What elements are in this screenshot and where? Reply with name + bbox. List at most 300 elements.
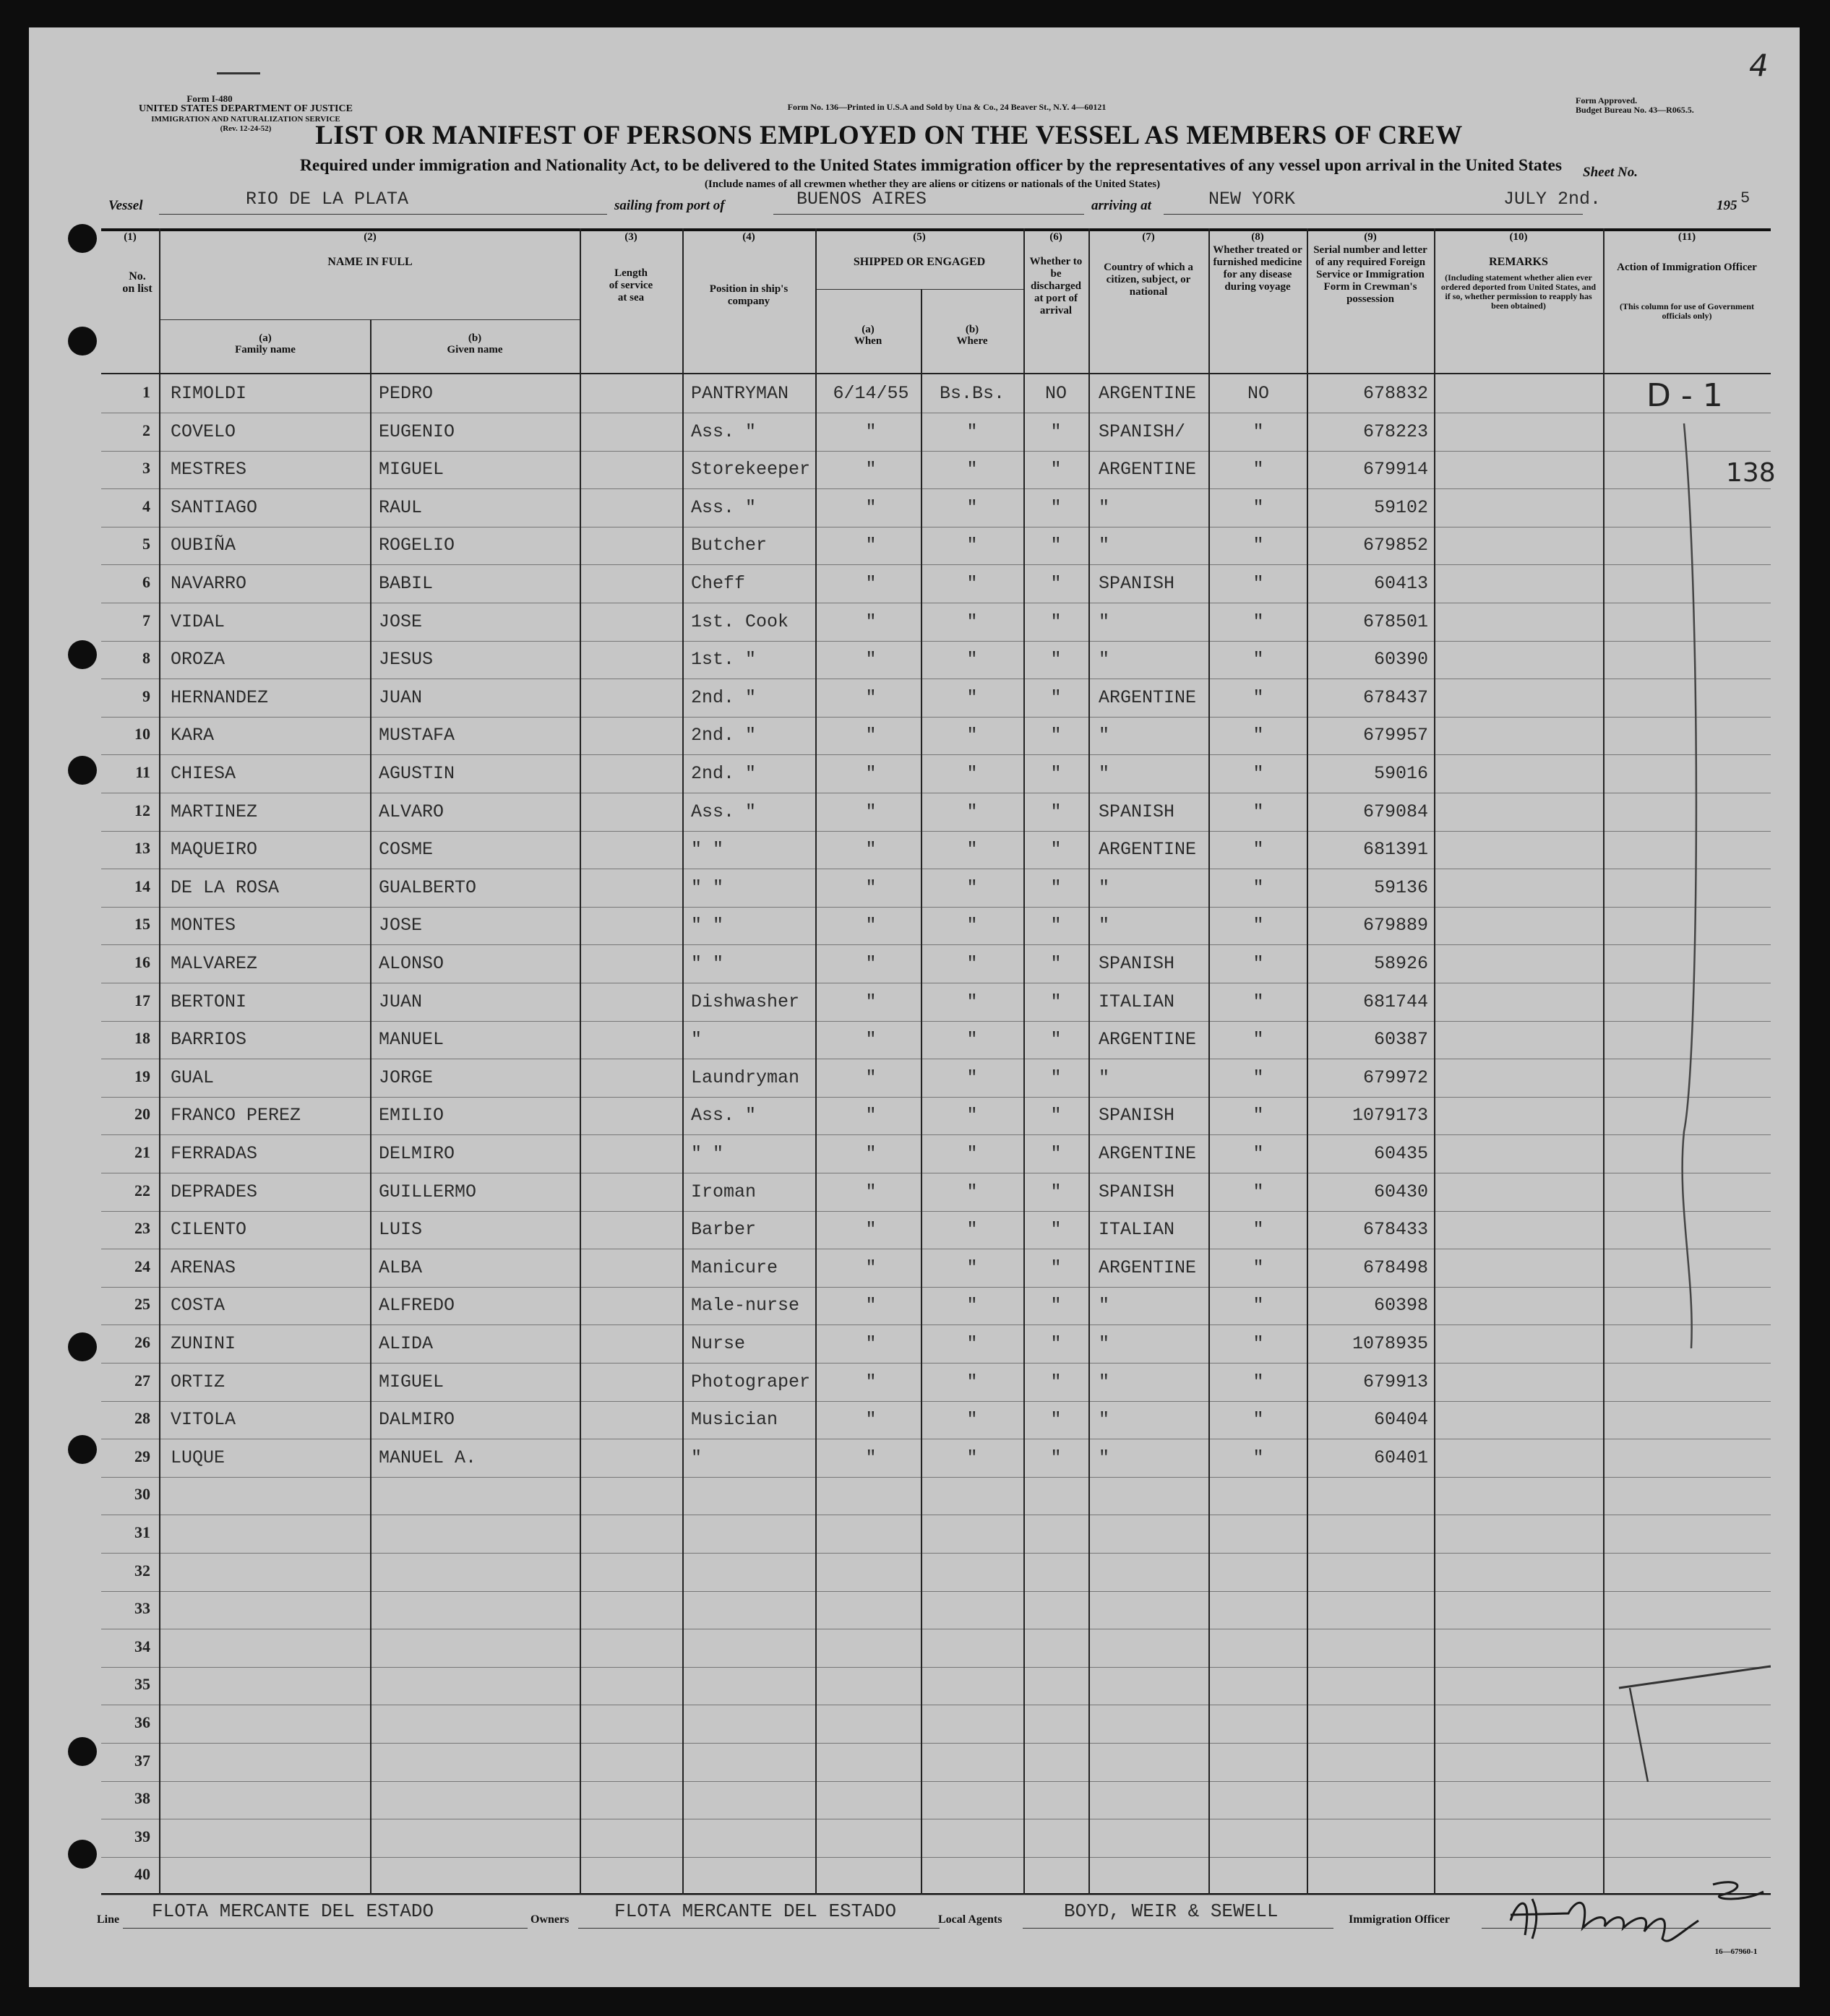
row-number: 25 xyxy=(134,1295,150,1314)
cell-position: " " xyxy=(691,876,724,898)
table-row xyxy=(101,870,1771,908)
cell-discharged: " xyxy=(1050,763,1062,784)
shipped-subrule xyxy=(815,289,1023,290)
table-row xyxy=(101,1098,1771,1136)
cell-position: 1st. " xyxy=(691,649,757,671)
cell-position: 2nd. " xyxy=(691,763,757,784)
col-divider xyxy=(1023,228,1025,1895)
col10-number: (10) xyxy=(1509,231,1528,243)
cell-given: MIGUEL xyxy=(379,1371,444,1392)
officer-label: Immigration Officer xyxy=(1349,1913,1450,1926)
cell-family: MALVAREZ xyxy=(171,953,258,974)
punch-hole xyxy=(68,1435,97,1464)
cell-when: " xyxy=(865,611,877,632)
cell-where: " xyxy=(966,1333,978,1354)
cell-serial: 679913 xyxy=(1362,1371,1428,1392)
row-number: 28 xyxy=(134,1409,150,1428)
arrival-port: NEW YORK xyxy=(1208,189,1296,210)
table-row xyxy=(101,642,1771,680)
punch-hole xyxy=(68,1840,97,1869)
table-row xyxy=(101,756,1771,794)
cell-serial: 60435 xyxy=(1373,1143,1428,1164)
cell-family: BARRIOS xyxy=(171,1029,247,1051)
cell-given: JUAN xyxy=(379,686,423,708)
col9-header: Serial number and letter of any required Foreign Service or Immigration Form in Crewman's possession xyxy=(1313,244,1427,305)
cell-family: SANTIAGO xyxy=(171,496,258,518)
col3-number: (3) xyxy=(624,231,637,243)
cell-where: " xyxy=(966,1409,978,1431)
row-number: 26 xyxy=(134,1333,150,1351)
col-divider xyxy=(1208,228,1210,1895)
cell-country: SPANISH xyxy=(1099,1181,1175,1202)
row-number: 15 xyxy=(134,915,150,934)
table-row xyxy=(101,1212,1771,1250)
cell-position: " " xyxy=(691,915,724,936)
cell-country: " xyxy=(1099,876,1110,898)
col-divider xyxy=(159,228,160,1895)
cell-country: ARGENTINE xyxy=(1099,1029,1197,1051)
cell-where: " xyxy=(966,459,978,481)
cell-when: " xyxy=(865,421,877,442)
cell-medicine: " xyxy=(1253,876,1264,898)
cell-position: Ass. " xyxy=(691,1105,757,1127)
cell-medicine: " xyxy=(1253,1447,1264,1468)
cell-where: " xyxy=(966,1029,978,1051)
cell-country: SPANISH xyxy=(1099,573,1175,594)
cell-where: " xyxy=(966,1143,978,1164)
cell-discharged: " xyxy=(1050,535,1062,556)
table-row xyxy=(101,1060,1771,1098)
table-row xyxy=(101,1706,1771,1744)
table-row xyxy=(101,1554,1771,1593)
cell-given: DELMIRO xyxy=(379,1143,455,1164)
cell-discharged: NO xyxy=(1044,383,1067,404)
cell-position: Dishwasher xyxy=(691,991,800,1012)
col7-header: Country of which a citizen, subject, or national xyxy=(1104,262,1193,298)
cell-position: 2nd. " xyxy=(691,725,757,746)
row-number: 10 xyxy=(134,725,150,744)
line-value: FLOTA MERCANTE DEL ESTADO xyxy=(152,1900,434,1922)
cell-serial: 58926 xyxy=(1373,953,1428,974)
cell-given: ALVARO xyxy=(379,801,444,822)
row-number: 35 xyxy=(134,1675,150,1694)
page-subtitle: Required under immigration and Nationality Act, to be delivered to the United States immigration officer by the representatives of any vessel upon arrival in the United States xyxy=(299,156,1563,175)
punch-hole xyxy=(68,1737,97,1766)
cell-serial: 679914 xyxy=(1362,459,1428,481)
cell-serial: 679957 xyxy=(1362,725,1428,746)
port-name: BUENOS AIRES xyxy=(796,189,927,210)
col2b-header: Given name xyxy=(447,344,503,356)
cell-discharged: " xyxy=(1050,1219,1062,1241)
cell-serial: 681391 xyxy=(1362,839,1428,861)
cell-medicine: " xyxy=(1253,953,1264,974)
cell-when: " xyxy=(865,1371,877,1392)
crew-note: (Include names of all crewmen whether they are aliens or citizens or nationals of the United States) xyxy=(704,178,1161,190)
cell-position: Manicure xyxy=(691,1257,778,1278)
cell-medicine: " xyxy=(1253,1029,1264,1051)
col5a-header: When xyxy=(854,335,882,347)
col4-header: Position in ship's company xyxy=(709,283,789,307)
cell-when: " xyxy=(865,1219,877,1241)
manifest-sheet xyxy=(29,27,1800,1987)
cell-medicine: " xyxy=(1253,1067,1264,1088)
cell-medicine: " xyxy=(1253,611,1264,632)
cell-when: " xyxy=(865,1295,877,1317)
col1-number: (1) xyxy=(124,231,137,243)
cell-given: MANUEL xyxy=(379,1029,444,1051)
row-number: 7 xyxy=(142,611,150,629)
service: IMMIGRATION AND NATURALIZATION SERVICE xyxy=(151,115,340,124)
col8-header: Whether treated or furnished medicine for any disease during voyage xyxy=(1213,244,1302,293)
cell-family: DEPRADES xyxy=(171,1181,258,1202)
col11-header: Action of Immigration Officer xyxy=(1617,262,1757,273)
cell-country: " xyxy=(1099,915,1110,936)
cell-family: ZUNINI xyxy=(171,1333,236,1354)
cell-serial: 60401 xyxy=(1373,1447,1428,1468)
cell-when: " xyxy=(865,1143,877,1164)
col-divider xyxy=(921,289,922,1895)
cell-country: ARGENTINE xyxy=(1099,686,1197,708)
cell-when: " xyxy=(865,991,877,1012)
punch-hole xyxy=(68,756,97,785)
cell-position: " xyxy=(691,1447,703,1468)
table-row xyxy=(101,527,1771,566)
cell-discharged: " xyxy=(1050,611,1062,632)
cell-given: LUIS xyxy=(379,1219,423,1241)
cell-discharged: " xyxy=(1050,953,1062,974)
cell-given: ROGELIO xyxy=(379,535,455,556)
cell-serial: 60387 xyxy=(1373,1029,1428,1051)
cell-where: " xyxy=(966,1295,978,1317)
cell-where: " xyxy=(966,1219,978,1241)
vessel-label: Vessel xyxy=(108,198,143,213)
cell-country: " xyxy=(1099,1447,1110,1468)
table-row xyxy=(101,908,1771,946)
cell-where: " xyxy=(966,686,978,708)
row-number: 29 xyxy=(134,1447,150,1465)
cell-serial: 59102 xyxy=(1373,496,1428,518)
cell-when: " xyxy=(865,915,877,936)
cell-discharged: " xyxy=(1050,876,1062,898)
rule xyxy=(123,1928,528,1929)
table-row xyxy=(101,1250,1771,1288)
cell-where: " xyxy=(966,953,978,974)
cell-family: NAVARRO xyxy=(171,573,247,594)
table-row xyxy=(101,1592,1771,1630)
col6-header: Whether to be discharged at port of arrival xyxy=(1029,256,1083,316)
officer-mark-row3: 138 xyxy=(1726,458,1776,488)
col10-note: (Including statement whether alien ever ordered deported from United States, and if so, whether permission to reapply has been obtained) xyxy=(1440,272,1597,311)
cell-when: " xyxy=(865,953,877,974)
cell-country: " xyxy=(1099,1371,1110,1392)
cell-when: " xyxy=(865,573,877,594)
table-row xyxy=(101,680,1771,718)
cell-country: " xyxy=(1099,1333,1110,1354)
col11-number: (11) xyxy=(1678,231,1696,243)
cell-position: Male-nurse xyxy=(691,1295,800,1317)
cell-family: MESTRES xyxy=(171,459,247,481)
cell-when: " xyxy=(865,1333,877,1354)
cell-discharged: " xyxy=(1050,991,1062,1012)
cell-family: MONTES xyxy=(171,915,236,936)
cell-position: Laundryman xyxy=(691,1067,800,1088)
arrival-date: JULY 2nd. xyxy=(1503,189,1602,210)
table-row xyxy=(101,1440,1771,1478)
cell-medicine: " xyxy=(1253,573,1264,594)
arriving-label: arriving at xyxy=(1091,198,1151,213)
row-number: 8 xyxy=(142,649,150,668)
cell-position: Musician xyxy=(691,1409,778,1431)
cell-serial: 679084 xyxy=(1362,801,1428,822)
cell-position: Barber xyxy=(691,1219,757,1241)
cell-medicine: " xyxy=(1253,421,1264,442)
cell-when: " xyxy=(865,1257,877,1278)
cell-country: " xyxy=(1099,763,1110,784)
agents-value: BOYD, WEIR & SEWELL xyxy=(1064,1900,1279,1922)
sheet-label: Sheet No. xyxy=(1583,165,1638,180)
cell-country: ARGENTINE xyxy=(1099,383,1197,404)
cell-position: " xyxy=(691,1029,703,1051)
table-row xyxy=(101,1364,1771,1403)
row-number: 21 xyxy=(134,1143,150,1161)
cell-given: JUAN xyxy=(379,991,423,1012)
cell-given: JORGE xyxy=(379,1067,434,1088)
cell-family: MAQUEIRO xyxy=(171,839,258,861)
cell-medicine: " xyxy=(1253,725,1264,746)
cell-serial: 678498 xyxy=(1362,1257,1428,1278)
row-number: 30 xyxy=(134,1485,150,1504)
cell-given: AGUSTIN xyxy=(379,763,455,784)
table-row xyxy=(101,1516,1771,1554)
col-divider xyxy=(1088,228,1090,1895)
cell-discharged: " xyxy=(1050,1371,1062,1392)
cell-medicine: " xyxy=(1253,459,1264,481)
row-number: 16 xyxy=(134,953,150,971)
row-number: 14 xyxy=(134,876,150,895)
printer-note: Form No. 136—Printed in U.S.A and Sold by Una & Co., 24 Beaver St., N.Y. 4—60121 xyxy=(787,102,1107,112)
cell-country: SPANISH xyxy=(1099,801,1175,822)
row-number: 4 xyxy=(142,496,150,515)
table-row xyxy=(101,566,1771,604)
table-row xyxy=(101,984,1771,1022)
cell-where: " xyxy=(966,801,978,822)
row-number: 40 xyxy=(134,1865,150,1884)
cell-serial: 678437 xyxy=(1362,686,1428,708)
cell-when: 6/14/55 xyxy=(833,383,909,404)
rule xyxy=(578,1928,940,1929)
col-divider xyxy=(580,228,581,1895)
cell-position: PANTRYMAN xyxy=(691,383,789,404)
table-row xyxy=(101,1820,1771,1858)
row-number: 27 xyxy=(134,1371,150,1390)
sailing-label: sailing from port of xyxy=(614,198,725,213)
cell-where: " xyxy=(966,725,978,746)
cell-where: " xyxy=(966,876,978,898)
table-row xyxy=(101,1174,1771,1212)
vessel-name: RIO DE LA PLATA xyxy=(246,189,409,210)
cell-where: " xyxy=(966,649,978,671)
row-number: 36 xyxy=(134,1713,150,1731)
cell-discharged: " xyxy=(1050,496,1062,518)
row-number: 6 xyxy=(142,573,150,591)
cell-position: Cheff xyxy=(691,573,746,594)
cell-medicine: " xyxy=(1253,1143,1264,1164)
cell-family: RIMOLDI xyxy=(171,383,247,404)
officer-mark-row1: D - 1 xyxy=(1646,377,1723,414)
table-row xyxy=(101,1326,1771,1364)
cell-serial: 678501 xyxy=(1362,611,1428,632)
cell-serial: 679889 xyxy=(1362,915,1428,936)
table-row xyxy=(101,1668,1771,1706)
cell-position: Photograper xyxy=(691,1371,811,1392)
cell-serial: 679852 xyxy=(1362,535,1428,556)
cell-where: Bs.Bs. xyxy=(939,383,1005,404)
cell-country: " xyxy=(1099,1409,1110,1431)
table-row xyxy=(101,490,1771,528)
cell-discharged: " xyxy=(1050,801,1062,822)
cell-given: EMILIO xyxy=(379,1105,444,1127)
budget: Budget Bureau No. 43—R065.5. xyxy=(1576,105,1694,115)
cell-given: JESUS xyxy=(379,649,434,671)
cell-where: " xyxy=(966,421,978,442)
row-number: 32 xyxy=(134,1561,150,1580)
year-suffix: 5 xyxy=(1740,189,1750,207)
page-mark: 4 xyxy=(1749,48,1769,83)
cell-serial: 678223 xyxy=(1362,421,1428,442)
cell-serial: 59016 xyxy=(1373,763,1428,784)
cell-family: CILENTO xyxy=(171,1219,247,1241)
cell-given: GUILLERMO xyxy=(379,1181,477,1202)
table-row xyxy=(101,1022,1771,1060)
cell-when: " xyxy=(865,1105,877,1127)
cell-family: CHIESA xyxy=(171,763,236,784)
cell-family: VITOLA xyxy=(171,1409,236,1431)
cell-when: " xyxy=(865,1409,877,1431)
cell-medicine: " xyxy=(1253,915,1264,936)
cell-where: " xyxy=(966,1181,978,1202)
cell-medicine: " xyxy=(1253,763,1264,784)
cell-country: " xyxy=(1099,649,1110,671)
cell-discharged: " xyxy=(1050,421,1062,442)
row-number: 24 xyxy=(134,1257,150,1275)
col5b-number: (b) xyxy=(965,324,979,335)
cell-country: ARGENTINE xyxy=(1099,459,1197,481)
cell-when: " xyxy=(865,763,877,784)
cell-family: COVELO xyxy=(171,421,236,442)
cell-where: " xyxy=(966,611,978,632)
table-row xyxy=(101,1744,1771,1783)
cell-family: OROZA xyxy=(171,649,225,671)
col6-number: (6) xyxy=(1049,231,1062,243)
cell-given: PEDRO xyxy=(379,383,434,404)
cell-discharged: " xyxy=(1050,1181,1062,1202)
cell-country: ARGENTINE xyxy=(1099,1143,1197,1164)
cell-medicine: " xyxy=(1253,1371,1264,1392)
cell-position: Storekeeper xyxy=(691,459,811,481)
cell-when: " xyxy=(865,839,877,861)
cell-medicine: " xyxy=(1253,1295,1264,1317)
row-number: 31 xyxy=(134,1523,150,1541)
table-row xyxy=(101,946,1771,984)
page-title: LIST OR MANIFEST OF PERSONS EMPLOYED ON THE VESSEL AS MEMBERS OF CREW xyxy=(315,121,1463,150)
row-number: 5 xyxy=(142,535,150,553)
cell-country: " xyxy=(1099,496,1110,518)
col5-header: SHIPPED OR ENGAGED xyxy=(853,256,986,268)
cell-family: BERTONI xyxy=(171,991,247,1012)
cell-country: " xyxy=(1099,1295,1110,1317)
approval: Form Approved. xyxy=(1576,95,1638,105)
cell-where: " xyxy=(966,991,978,1012)
cell-serial: 60390 xyxy=(1373,649,1428,671)
cell-given: GUALBERTO xyxy=(379,876,477,898)
cell-medicine: " xyxy=(1253,991,1264,1012)
crew-table xyxy=(101,228,1776,1896)
year-prefix: 195 xyxy=(1717,198,1737,213)
cell-medicine: " xyxy=(1253,801,1264,822)
cell-country: " xyxy=(1099,725,1110,746)
cell-family: OUBIÑA xyxy=(171,535,236,556)
cell-medicine: " xyxy=(1253,1333,1264,1354)
cell-family: FERRADAS xyxy=(171,1143,258,1164)
cell-medicine: " xyxy=(1253,1409,1264,1431)
table-row xyxy=(101,1630,1771,1668)
cell-discharged: " xyxy=(1050,649,1062,671)
row-number: 3 xyxy=(142,459,150,478)
col2-number: (2) xyxy=(364,231,377,243)
cell-medicine: " xyxy=(1253,1257,1264,1278)
cell-where: " xyxy=(966,573,978,594)
col7-number: (7) xyxy=(1142,231,1155,243)
punch-hole xyxy=(68,640,97,669)
cell-country: SPANISH xyxy=(1099,953,1175,974)
cell-when: " xyxy=(865,686,877,708)
cell-family: FRANCO PEREZ xyxy=(171,1105,301,1127)
header-bottom-rule xyxy=(101,373,1771,374)
cell-country: " xyxy=(1099,611,1110,632)
row-number: 17 xyxy=(134,991,150,1009)
cell-serial: 60398 xyxy=(1373,1295,1428,1317)
col2a-header: Family name xyxy=(235,344,296,356)
cell-where: " xyxy=(966,763,978,784)
cell-serial: 60413 xyxy=(1373,573,1428,594)
row-number: 33 xyxy=(134,1599,150,1618)
cell-family: DE LA ROSA xyxy=(171,876,280,898)
cell-serial: 678832 xyxy=(1362,383,1428,404)
row-number: 39 xyxy=(134,1827,150,1845)
col-divider xyxy=(370,319,371,1895)
cell-family: COSTA xyxy=(171,1295,225,1317)
cell-when: " xyxy=(865,725,877,746)
cell-discharged: " xyxy=(1050,686,1062,708)
cell-position: 1st. Cook xyxy=(691,611,789,632)
owners-label: Owners xyxy=(530,1913,570,1926)
cell-where: " xyxy=(966,839,978,861)
cell-family: MARTINEZ xyxy=(171,801,258,822)
rule xyxy=(159,214,607,215)
row-number: 13 xyxy=(134,839,150,858)
col-divider xyxy=(682,228,684,1895)
row-number: 2 xyxy=(142,421,150,439)
rule xyxy=(1164,214,1583,215)
cell-family: HERNANDEZ xyxy=(171,686,269,708)
cell-given: BABIL xyxy=(379,573,434,594)
punch-hole xyxy=(68,1332,97,1361)
cell-family: LUQUE xyxy=(171,1447,225,1468)
cell-when: " xyxy=(865,801,877,822)
row-number: 1 xyxy=(142,383,150,401)
cell-discharged: " xyxy=(1050,573,1062,594)
cell-position: " " xyxy=(691,953,724,974)
